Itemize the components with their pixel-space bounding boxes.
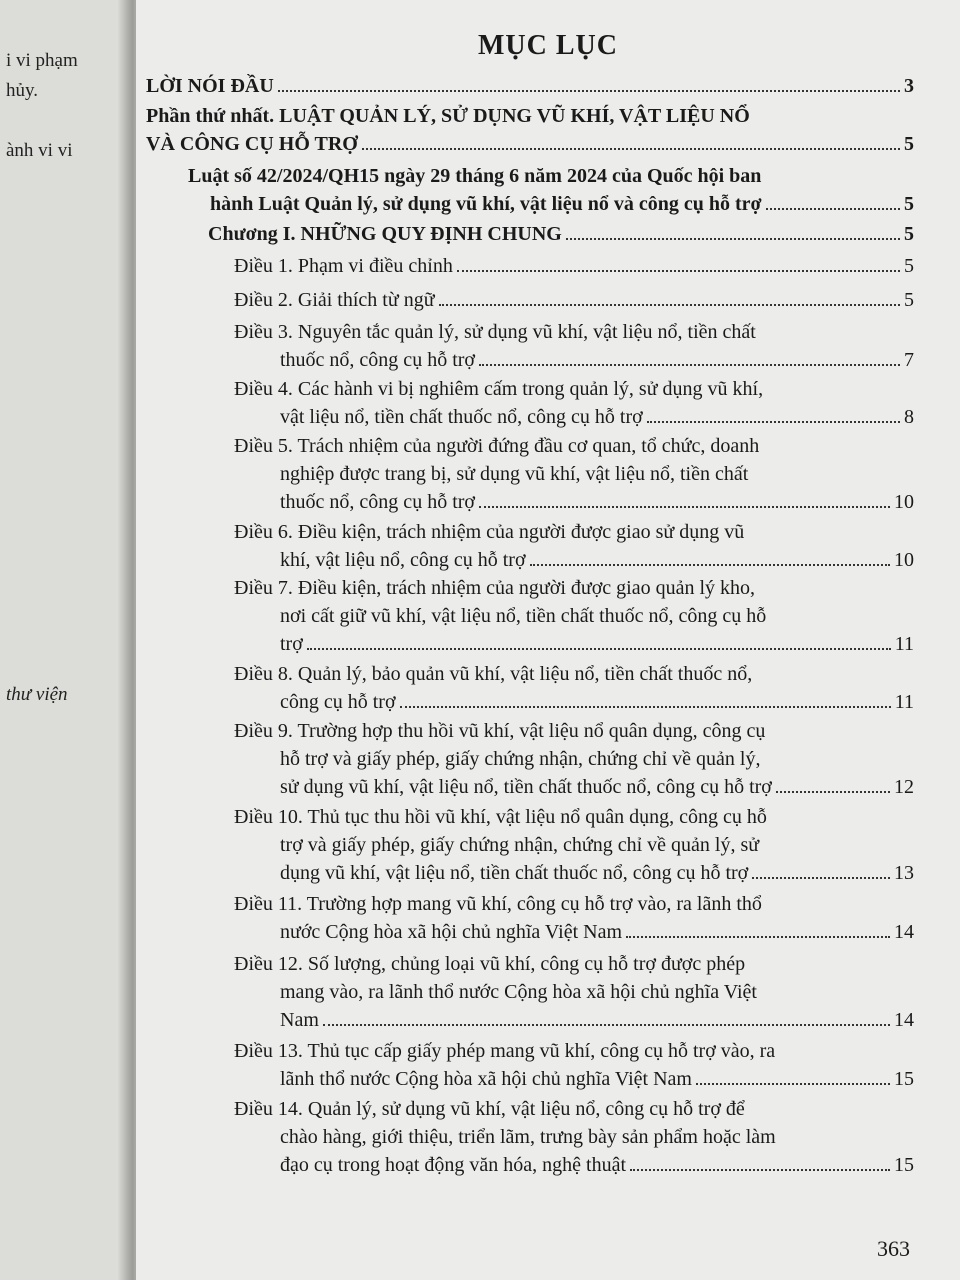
toc-entry-text: Phần thứ nhất. LUẬT QUẢN LÝ, SỬ DỤNG VŨ KHÍ, VẬT LIỆU NỔ [146,105,750,127]
toc-entry-art7 [234,574,914,658]
toc-page-number: 15 [894,1068,914,1090]
toc-page-number: 10 [894,491,914,513]
toc-entry-text: lãnh thổ nước Cộng hòa xã hội chủ nghĩa Việt Nam [280,1068,692,1090]
toc-page-number: 3 [904,75,914,97]
toc-entry-art3 [234,318,914,374]
toc-entry-text: Điều 3. Nguyên tắc quản lý, sử dụng vũ khí, vật liệu nổ, tiền chất [234,321,756,343]
toc-page-number: 5 [904,223,914,245]
left-page-fragment: ành vi vi [6,140,73,161]
toc-entry-text: nước Cộng hòa xã hội chủ nghĩa Việt Nam [280,921,623,943]
toc-entry-text: Nam [280,1009,319,1031]
toc-page-number: 14 [894,921,914,943]
toc-entry-part1 [146,102,914,158]
toc-page-number: 5 [904,255,914,277]
toc-entry-text: Điều 7. Điều kiện, trách nhiệm của người được giao quản lý kho, [234,577,756,599]
leader-dots [439,303,900,306]
leader-dots [457,269,900,272]
toc-entry-art5 [234,432,914,516]
toc-entry-text: Điều 4. Các hành vi bị nghiêm cấm trong quản lý, sử dụng vũ khí, [234,378,764,400]
toc-page-number: 11 [894,633,914,655]
leader-dots [776,790,890,793]
toc-entry-text: nghiệp được trang bị, sử dụng vũ khí, vật liệu nổ, tiền chất [280,463,749,485]
left-page-fragment: hủy. [6,80,39,101]
toc-entry-art6 [234,518,914,574]
toc-entry-text: Điều 9. Trường hợp thu hồi vũ khí, vật liệu nổ quân dụng, công cụ [234,720,766,742]
leader-dots [630,1168,890,1171]
leader-dots [626,935,890,938]
leader-dots [479,505,890,508]
toc-entry-chapter1 [208,220,914,248]
toc-entry-text: trợ [280,633,303,655]
toc-entry-text: Điều 8. Quản lý, bảo quản vũ khí, vật liệu nổ, tiền chất thuốc nổ, [234,663,753,685]
toc-entry-text: Điều 6. Điều kiện, trách nhiệm của người được giao sử dụng vũ [234,521,745,543]
leader-dots [530,563,890,566]
toc-page [136,0,960,1280]
toc-entry-art4 [234,375,914,431]
leader-dots [647,420,900,423]
toc-entry-art13 [234,1037,914,1093]
toc-entry-text: nơi cất giữ vũ khí, vật liệu nổ, tiền chất thuốc nổ, công cụ hỗ [280,605,767,627]
toc-entry-text: chào hàng, giới thiệu, triển lãm, trưng bày sản phẩm hoặc làm [280,1126,776,1148]
left-page-fragment: i vi phạm [6,50,78,71]
page-number: 363 [877,1236,910,1261]
toc-entry-text: Điều 13. Thủ tục cấp giấy phép mang vũ khí, công cụ hỗ trợ vào, ra [234,1040,776,1062]
toc-entry-text: LỜI NÓI ĐẦU [146,75,274,97]
leader-dots [479,363,900,366]
toc-entry-text: Điều 5. Trách nhiệm của người đứng đầu cơ quan, tổ chức, doanh [234,435,760,457]
leader-dots [766,207,900,210]
toc-page-number: 5 [904,133,914,155]
toc-entry-text: Chương I. NHỮNG QUY ĐỊNH CHUNG [208,223,562,245]
toc-entry-law [188,162,914,218]
toc-entry-text: Điều 12. Số lượng, chủng loại vũ khí, công cụ hỗ trợ được phép [234,953,746,975]
leader-dots [566,237,900,240]
toc-entry-text: VÀ CÔNG CỤ HỖ TRỢ [146,133,358,155]
toc-entry-text: Điều 11. Trường hợp mang vũ khí, công cụ hỗ trợ vào, ra lãnh thổ [234,893,762,915]
toc-entry-text: hành Luật Quản lý, sử dụng vũ khí, vật liệu nổ và công cụ hỗ trợ [210,193,762,215]
toc-page-number: 8 [904,406,914,428]
toc-entry-art2 [234,286,914,314]
toc-page-number: 5 [904,193,914,215]
toc-entry-text: Điều 10. Thủ tục thu hồi vũ khí, vật liệu nổ quân dụng, công cụ hỗ [234,806,767,828]
toc-page-number: 10 [894,549,914,571]
leader-dots [696,1082,890,1085]
toc-entry-text: khí, vật liệu nổ, công cụ hỗ trợ [280,549,526,571]
page-title: MỤC LỤC [478,30,618,61]
leader-dots [400,705,891,708]
toc-entry-text: Điều 1. Phạm vi điều chỉnh [234,255,453,277]
toc-entry-text: trợ và giấy phép, giấy chứng nhận, chứng chỉ về quản lý, sử [280,834,760,856]
toc-entry-art8 [234,660,914,716]
toc-entry-text: Điều 2. Giải thích từ ngữ [234,289,435,311]
leader-dots [362,147,900,150]
toc-entry-text: vật liệu nổ, tiền chất thuốc nổ, công cụ hỗ trợ [280,406,643,428]
toc-page-number: 5 [904,289,914,311]
toc-entry-preface [146,72,914,100]
toc-page-number: 13 [894,862,914,884]
toc-entry-art9 [234,717,914,801]
toc-entry-text: sử dụng vũ khí, vật liệu nổ, tiền chất thuốc nổ, công cụ hỗ trợ [280,776,772,798]
toc-entry-text: đạo cụ trong hoạt động văn hóa, nghệ thuật [280,1154,627,1176]
toc-page-number: 15 [894,1154,914,1176]
toc-entry-text: thuốc nổ, công cụ hỗ trợ [280,349,475,371]
toc-entry-text: công cụ hỗ trợ [280,691,396,713]
toc-page-number: 7 [904,349,914,371]
leader-dots [307,647,891,650]
toc-page-number: 12 [894,776,914,798]
toc-entry-art10 [234,803,914,887]
left-page-fragment: thư viện [6,684,68,705]
toc-entry-text: thuốc nổ, công cụ hỗ trợ [280,491,475,513]
toc-entry-text: Luật số 42/2024/QH15 ngày 29 tháng 6 năm 2024 của Quốc hội ban [188,165,762,187]
toc-entry-art1 [234,252,914,280]
leader-dots [752,876,890,879]
left-page-edge [0,0,128,1280]
toc-entry-text: mang vào, ra lãnh thổ nước Cộng hòa xã hội chủ nghĩa Việt [280,981,757,1003]
toc-entry-text: Điều 14. Quản lý, sử dụng vũ khí, vật liệu nổ, công cụ hỗ trợ để [234,1098,745,1120]
toc-page-number: 14 [894,1009,914,1031]
toc-entry-text: dụng vũ khí, vật liệu nổ, tiền chất thuốc nổ, công cụ hỗ trợ [280,862,749,884]
toc-entry-text: hỗ trợ và giấy phép, giấy chứng nhận, chứng chỉ về quản lý, [280,748,761,770]
toc-entry-art12 [234,950,914,1034]
leader-dots [323,1023,890,1026]
toc-entry-art11 [234,890,914,946]
toc-page-number: 11 [894,691,914,713]
toc-entry-art14 [234,1095,914,1179]
leader-dots [278,89,900,92]
